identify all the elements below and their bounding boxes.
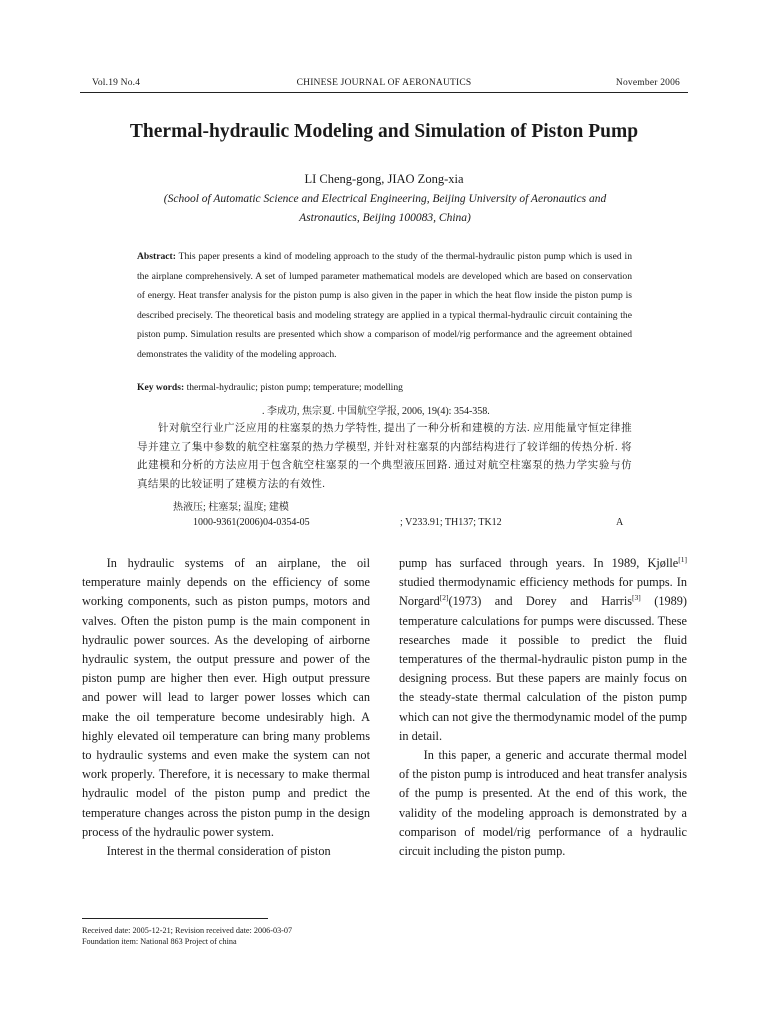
paper-title: Thermal-hydraulic Modeling and Simulation of Piston Pump [129, 121, 639, 142]
issue-date: November 2006 [615, 78, 680, 88]
foundation-item: Foundation item: National 863 Project of china [82, 937, 237, 946]
reference-2: [2] [439, 593, 449, 603]
journal-name: CHINESE JOURNAL OF AERONAUTICS [296, 78, 472, 88]
keywords-text: thermal-hydraulic; piston pump; temperature; modelling [186, 382, 403, 393]
keywords [137, 382, 632, 393]
chinese-citation: . 李成功, 焦宗夏. 中国航空学报, 2006, 19(4): 354-358. [262, 406, 490, 417]
text-span: pump has surfaced through years. In 1989, Kjølle [399, 556, 679, 570]
reference-1: [1] [678, 554, 687, 564]
keywords-label: Key words: [137, 382, 185, 393]
body-paragraph: In hydraulic systems of an airplane, the oil temperature mainly depends on the efficiency of some working components, such as piston pumps, motors and valves. Often the piston pump is the main component in hydraulic power sources. As the developing of airborne hydraulic system, the output pressure and power of the piston pump are higher then ever. High output pressure and power will lead to larger power losses which can make the oil temperature become undesirably high. A highly elevated oil temperature can bring many problems to hydraulic systems and even make the system can not work properly. Therefore, it is necessary to make thermal hydraulic model of the piston pump and predict the temperature changes across the piston pump in the design process of the hydraulic power system. [82, 556, 370, 839]
text-span: (1989) temperature calculations for pumps were discussed. These researches made it possible to predict the fluid temperatures of the thermal-hydraulic piston pump in the designing process. But these papers are mainly focus on the steady-state thermal calculation of the piston pump which can not give the thermodynamic model of the pump in detail. [399, 594, 688, 743]
abstract-label: Abstract: [137, 251, 176, 262]
body-paragraph [399, 554, 687, 746]
abstract-text: This paper presents a kind of modeling approach to the study of the thermal-hydraulic piston pump which is used in the airplane comprehensively. A set of lumped parameter mathematical models are developed which are based on conservation of energy. Heat transfer analysis for the piston pump is also given in the paper in which the heat flow inside the piston pump is described precisely. The theoretical basis and modeling strategy are applied in a typical thermal-hydraulic circuit containing the piston pump. Simulation results are presented which show a comparison of model/rig performance and the agreement obtained demonstrates the validity of the modeling approach. [137, 251, 632, 360]
chinese-keywords: 热液压; 柱塞泵; 温度; 建模 [173, 502, 289, 513]
clc-number: ; V233.91; TH137; TK12 [400, 517, 502, 528]
body-column-right [399, 554, 687, 861]
affiliation: (School of Automatic Science and Electrical Engineering, Beijing University of Aeronautics and Astronautics, Beijing 100083, China) [163, 193, 607, 224]
footnote [82, 925, 292, 947]
footnote-rule [82, 918, 268, 919]
body-column-left [82, 554, 370, 861]
body-paragraph: Interest in the thermal consideration of piston [106, 844, 331, 859]
article-number: 1000-9361(2006)04-0354-05 [193, 517, 310, 528]
text-span: (1973) and Dorey and Harris [448, 594, 633, 609]
abstract [137, 247, 632, 364]
header-rule [80, 92, 688, 93]
document-code: A [616, 517, 624, 528]
received-date: Received date: 2005-12-21; Revision received date: 2006-03-07 [82, 926, 293, 935]
chinese-abstract: 针对航空行业广泛应用的柱塞泵的热力学特性, 提出了一种分析和建模的方法. 应用能量守恒定律推导并建立了集中参数的航空柱塞泵的热力学模型, 并针对柱塞泵的内部结构进行了较详细的传热分析. 将此建模和分析的方法应用于包含航空柱塞泵的一个典型液压回路. 通过对航空柱塞泵的热力学实验与仿真结果的比较证明了建模方法的有效性. [137, 423, 632, 490]
reference-3: [3] [632, 593, 641, 603]
text-span: studied thermodynamic efficiency methods for pumps. In Norgard [399, 575, 687, 609]
volume-number: Vol.19 No.4 [92, 78, 141, 88]
authors: LI Cheng-gong, JIAO Zong-xia [304, 172, 464, 186]
body-paragraph: In this paper, a generic and accurate thermal model of the piston pump is introduced and heat transfer analysis of the pump is presented. At the end of this work, the validity of the modeling approach is demonstrated by a comparison of model/rig performance of a hydraulic circuit including the piston pump. [399, 748, 687, 859]
